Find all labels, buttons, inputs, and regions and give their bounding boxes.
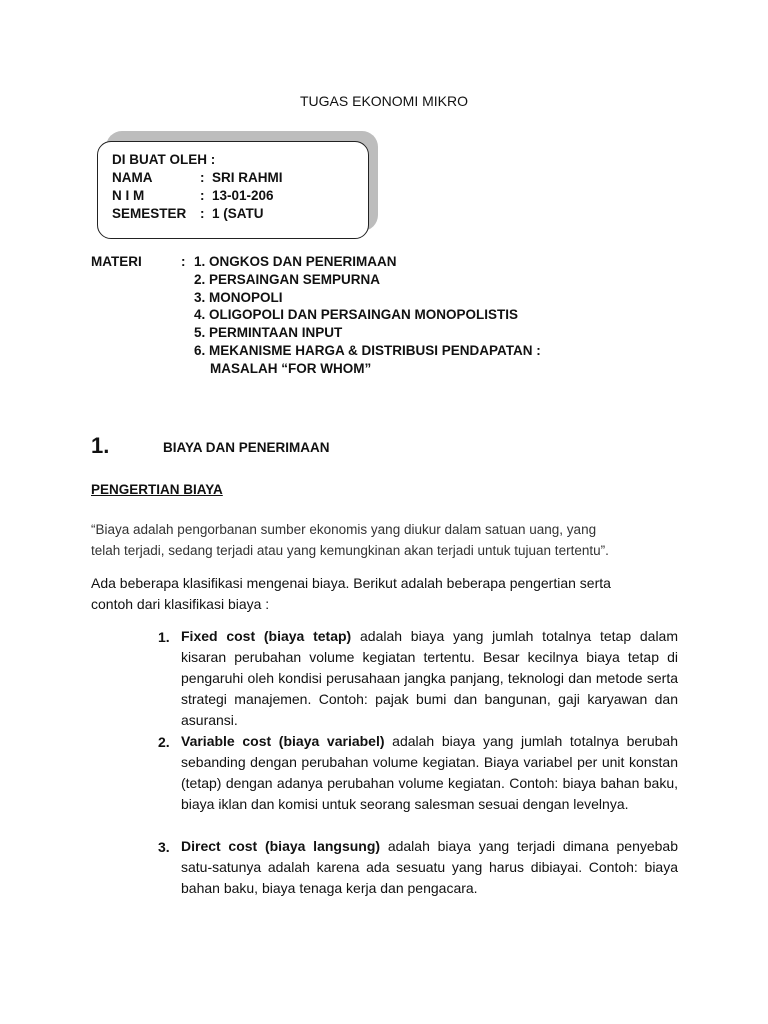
materi-item: 2. PERSAINGAN SEMPURNA	[194, 272, 381, 287]
list-item-text: adalah biaya yang jumlah totalnya tetap dalam kisaran perubahan volume kegiatan tertentu. Besar kecilnya biaya tetap di pengaruhi oleh kondisi perusahaan jangka panjang, teknologi dan metode serta strategi manajemen. Contoh: pajak bumi dan bangunan, gaji karyawan dan asuransi.	[181, 628, 679, 728]
intro-line: contoh dari klasifikasi biaya :	[91, 596, 270, 612]
author-row-value: SRI RAHMI	[212, 170, 283, 185]
author-box-heading: DI BUAT OLEH :	[112, 152, 216, 167]
section-title: BIAYA DAN PENERIMAAN	[163, 440, 330, 455]
author-row-value: 13-01-206	[212, 188, 274, 203]
list-item-text: adalah biaya yang terjadi dimana penyebab satu-satunya adalah karena ada sesuatu yang harus dibiayai. Contoh: biaya bahan baku, biaya tenaga kerja dan pengacara.	[181, 838, 679, 896]
materi-item: 6. MEKANISME HARGA & DISTRIBUSI PENDAPATAN :	[194, 343, 541, 358]
quote-line: “Biaya adalah pengorbanan sumber ekonomis yang diukur dalam satuan uang, yang	[91, 522, 597, 537]
document-title: TUGAS EKONOMI MIKRO	[299, 93, 468, 109]
author-row-nim	[112, 188, 274, 203]
author-row-sep: :	[200, 170, 205, 185]
author-row-key: NAMA	[112, 170, 153, 185]
list-item-term: Direct cost (biaya langsung)	[181, 838, 381, 854]
author-row-key: N I M	[112, 188, 145, 203]
materi-colon: :	[181, 254, 186, 269]
author-row-sep: :	[200, 206, 205, 221]
quote-line: telah terjadi, sedang terjadi atau yang kemungkinan akan terjadi untuk tujuan tertentu”.	[91, 543, 609, 558]
list-item	[181, 836, 678, 899]
list-item-number: 2.	[158, 734, 170, 750]
author-row-nama	[112, 170, 283, 185]
list-item-term: Variable cost (biaya variabel)	[181, 733, 385, 749]
list-item-number: 1.	[158, 629, 170, 645]
materi-item: 5. PERMINTAAN INPUT	[194, 325, 343, 340]
author-row-key: SEMESTER	[112, 206, 187, 221]
author-row-sep: :	[200, 188, 205, 203]
subheading: PENGERTIAN BIAYA	[91, 482, 223, 497]
list-item-text: adalah biaya yang jumlah totalnya berubah sebanding dengan perubahan volume kegiatan. Biaya variabel per unit konstan (tetap) dengan adanya perubahan volume kegiatan. Contoh: biaya bahan baku, biaya iklan dan komisi untuk seorang salesman sesuai dengan levelnya.	[181, 733, 678, 812]
list-item-term: Fixed cost (biaya tetap)	[181, 628, 352, 644]
author-row-semester	[112, 206, 264, 221]
materi-item: 3. MONOPOLI	[194, 290, 283, 305]
materi-item-continuation: MASALAH “FOR WHOM”	[210, 361, 372, 376]
materi-label: MATERI	[91, 254, 142, 269]
materi-item: 1. ONGKOS DAN PENERIMAAN	[194, 254, 397, 269]
list-item	[181, 626, 678, 731]
intro-line: Ada beberapa klasifikasi mengenai biaya. Berikut adalah beberapa pengertian serta	[91, 575, 611, 591]
author-row-value: 1 (SATU	[212, 206, 264, 221]
list-item	[181, 731, 678, 815]
list-item-number: 3.	[158, 839, 170, 855]
materi-item: 4. OLIGOPOLI DAN PERSAINGAN MONOPOLISTIS	[194, 307, 519, 322]
author-box	[97, 141, 369, 239]
section-number: 1.	[91, 433, 110, 458]
